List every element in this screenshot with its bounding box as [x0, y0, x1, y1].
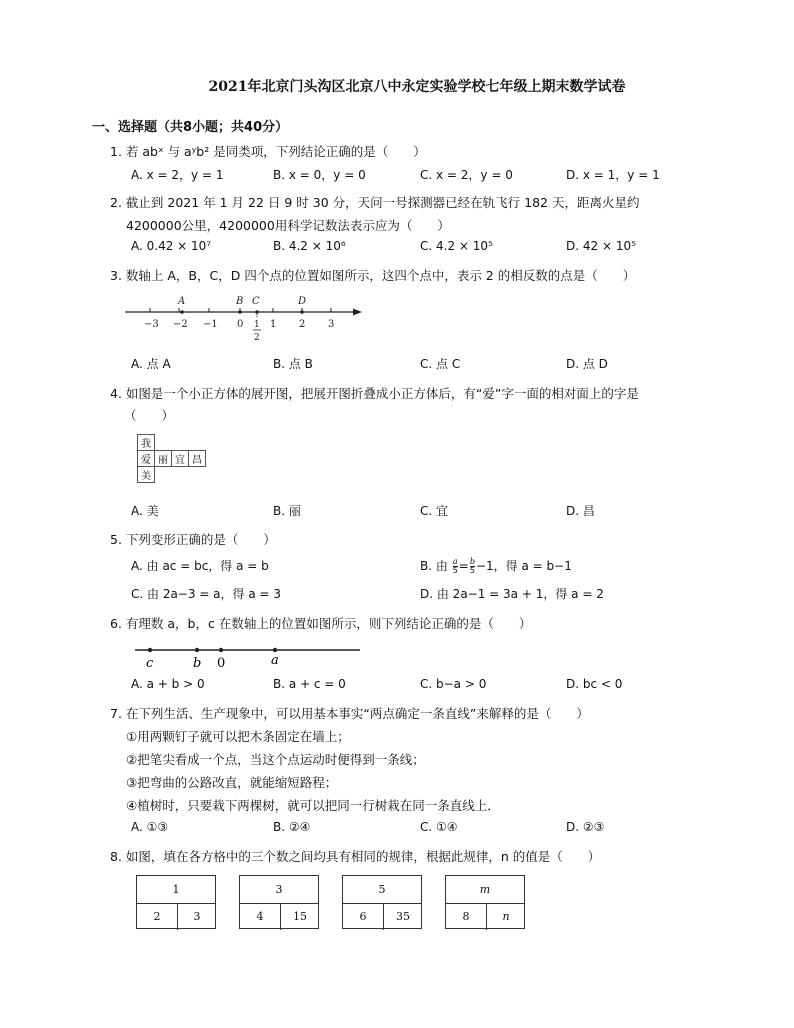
q2-option-a[interactable]: A. 0.42 × 10⁷	[131, 239, 212, 253]
question-2-stem-line1: 2. 截止到 2021 年 1 月 22 日 9 时 30 分，天问一号探测器已经在轨飞行 182 天，距离火星约	[110, 195, 640, 210]
box-1-top: 1	[137, 876, 215, 904]
q3-option-c[interactable]: C. 点 C	[420, 357, 461, 371]
question-4-stem-line1: 4. 如图是一个小正方体的展开图，把展开图折叠成小正方体后，有“爱”字一面的相对面上的字是	[110, 386, 639, 401]
q6-option-c[interactable]: C. b−a > 0	[420, 677, 487, 691]
box-4-right: n	[502, 910, 510, 923]
question-2-stem-line2: 4200000公里，4200000用科学记数法表示应为（ ）	[126, 218, 450, 233]
box-2-right: 15	[293, 910, 307, 923]
q7-item-4: ④植树时，只要栽下两棵树，就可以把同一行树栽在同一条直线上．	[126, 798, 500, 813]
question-5-stem: 5. 下列变形正确的是（ ）	[110, 532, 276, 547]
point-label-a: A	[178, 296, 186, 307]
q2-option-b[interactable]: B. 4.2 × 10⁶	[273, 239, 346, 253]
question-1-stem: 1. 若 abˣ 与 aʸb² 是同类项，下列结论正确的是（ ）	[110, 144, 426, 159]
half-denominator: 2	[254, 333, 260, 343]
net-cell-ai: 爱	[138, 451, 155, 467]
q5-b-fraction-b: $\frac{b}{5}$	[469, 557, 475, 575]
box-4-left: 8	[446, 903, 487, 930]
q6-option-a[interactable]: A. a + b > 0	[131, 677, 205, 691]
q6-label-a: a	[271, 653, 279, 668]
q6-label-zero: 0	[217, 656, 226, 671]
q5-option-c[interactable]: C. 由 2a−3 = a，得 a = 3	[131, 587, 282, 601]
point-label-d: D	[298, 296, 307, 307]
box-2-left: 4	[240, 903, 281, 930]
box-3-top: 5	[343, 876, 421, 904]
q3-option-d[interactable]: D. 点 D	[566, 357, 608, 371]
q1-option-d[interactable]: D. x = 1，y = 1	[566, 168, 660, 182]
question-3-stem: 3. 数轴上 A，B，C，D 四个点的位置如图所示，这四个点中，表示 2 的相反数的点是（ ）	[110, 268, 636, 283]
box-2-top: 3	[240, 876, 318, 904]
point-label-b: B	[236, 296, 244, 307]
q7-option-d[interactable]: D. ②③	[566, 820, 605, 834]
q2-option-c[interactable]: C. 4.2 × 10⁵	[420, 239, 493, 253]
pattern-box-3	[342, 875, 422, 929]
q4-option-a[interactable]: A. 美	[131, 504, 159, 518]
q6-option-d[interactable]: D. bc < 0	[566, 677, 623, 691]
q6-label-c: c	[146, 656, 154, 671]
box-3-right: 35	[396, 910, 410, 923]
question-6-stem: 6. 有理数 a，b，c 在数轴上的位置如图所示，则下列结论正确的是（ ）	[110, 616, 532, 631]
point-label-c: C	[252, 296, 260, 307]
q1-option-c[interactable]: C. x = 2，y = 0	[420, 168, 513, 182]
exam-title: 2021年北京门头沟区北京八中永定实验学校七年级上期末数学试卷	[208, 79, 626, 95]
q3-option-a[interactable]: A. 点 A	[131, 357, 171, 371]
pattern-box-1	[136, 875, 216, 929]
box-1-right: 3	[193, 910, 201, 923]
section-heading: 一、选择题（共8小题；共40分）	[92, 120, 289, 135]
net-cell-mei: 美	[138, 467, 155, 483]
tick-label-0: 0	[237, 319, 244, 330]
question-4-stem-line2: （ ）	[124, 408, 175, 423]
q7-item-1: ①用两颗钉子就可以把木条固定在墙上；	[126, 729, 350, 744]
tick-label-neg2: −2	[173, 319, 188, 330]
box-4-top: m	[446, 876, 524, 904]
number-line-figure-q3	[120, 290, 370, 350]
q2-option-d[interactable]: D. 42 × 10⁵	[566, 239, 636, 253]
q7-item-3: ③把弯曲的公路改直，就能缩短路程；	[126, 775, 338, 790]
tick-label-2: 2	[299, 319, 306, 330]
q7-option-a[interactable]: A. ①③	[131, 820, 169, 834]
box-3-left: 6	[343, 903, 384, 930]
q5-option-b[interactable]: B. 由 $\frac{a}{5}$ = $\frac{b}{5}$ −1，得 a = b−1	[420, 557, 572, 575]
q7-option-b[interactable]: B. ②④	[273, 820, 311, 834]
q5-b-prefix: B. 由	[420, 559, 448, 573]
q1-option-a[interactable]: A. x = 2，y = 1	[131, 168, 224, 182]
q3-option-b[interactable]: B. 点 B	[273, 357, 313, 371]
tick-label-neg1: −1	[203, 319, 218, 330]
cube-net-figure	[137, 434, 206, 483]
pattern-box-4	[445, 875, 525, 929]
q7-option-c[interactable]: C. ①④	[420, 820, 458, 834]
tick-label-3: 3	[328, 319, 335, 330]
box-1-left: 2	[137, 903, 178, 930]
q4-option-b[interactable]: B. 丽	[273, 504, 301, 518]
q5-b-fraction-a: $\frac{a}{5}$	[452, 557, 458, 575]
q5-b-suffix: −1，得 a = b−1	[475, 559, 572, 573]
q1-option-b[interactable]: B. x = 0，y = 0	[273, 168, 366, 182]
question-8-stem: 8. 如图，填在各方格中的三个数之间均具有相同的规律，根据此规律，n 的值是（ ）	[110, 849, 601, 864]
q4-option-c[interactable]: C. 宜	[420, 504, 449, 518]
q5-option-d[interactable]: D. 由 2a−1 = 3a + 1，得 a = 2	[420, 587, 604, 601]
pattern-box-2	[239, 875, 319, 929]
net-cell-li: 丽	[155, 451, 172, 467]
question-7-stem: 7. 在下列生活、生产现象中，可以用基本事实“两点确定一条直线”来解释的是（ ）	[110, 706, 589, 721]
q4-option-d[interactable]: D. 昌	[566, 504, 595, 518]
q5-option-a[interactable]: A. 由 ac = bc，得 a = b	[131, 559, 269, 573]
tick-label-1: 1	[270, 319, 277, 330]
half-numerator: 1	[254, 320, 260, 330]
tick-label-neg3: −3	[144, 319, 159, 330]
q6-option-b[interactable]: B. a + c = 0	[273, 677, 346, 691]
net-cell-yi: 宜	[172, 451, 189, 467]
number-line-figure-q6	[130, 642, 370, 672]
q7-item-2: ②把笔尖看成一个点，当这个点运动时便得到一条线；	[126, 752, 425, 767]
net-cell-chang: 昌	[189, 451, 206, 467]
q6-label-b: b	[193, 656, 202, 671]
net-cell-wo: 我	[138, 435, 155, 451]
